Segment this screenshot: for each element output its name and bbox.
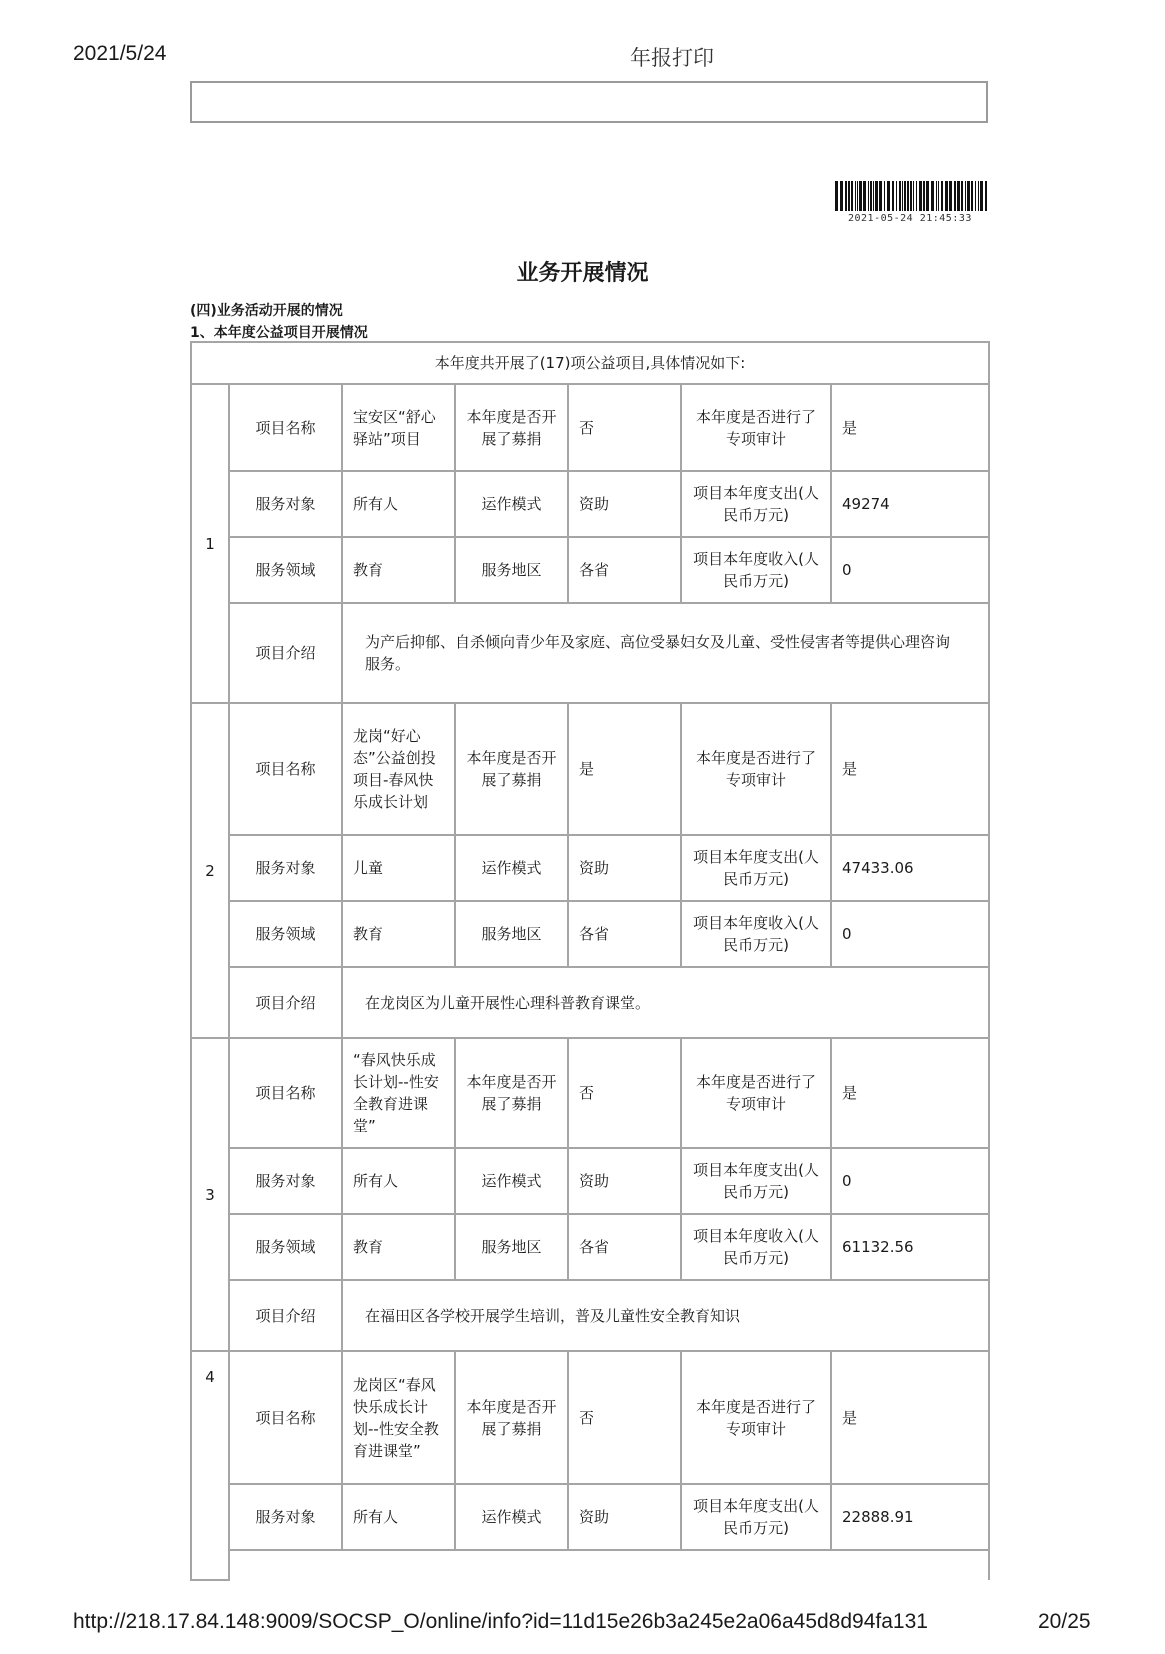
barcode bbox=[835, 181, 988, 211]
barcode-bar bbox=[868, 181, 869, 211]
barcode-bar bbox=[845, 181, 847, 211]
label-audit: 本年度是否进行了专项审计 bbox=[681, 1351, 831, 1484]
project-name: “春风快乐成长计划--性安全教育进课堂” bbox=[342, 1038, 455, 1148]
label-name: 项目名称 bbox=[229, 1038, 342, 1148]
footer-url: http://218.17.84.148:9009/SOCSP_O/online/info?id=11d15e26b3a245e2a06a45d8d94fa131 bbox=[73, 1610, 928, 1633]
barcode-timestamp: 2021-05-24 21:45:33 bbox=[848, 213, 972, 224]
project-target: 儿童 bbox=[342, 835, 455, 901]
project-target: 所有人 bbox=[342, 471, 455, 537]
project-audit: 是 bbox=[831, 1351, 989, 1484]
barcode-bar bbox=[857, 181, 858, 211]
barcode-bar bbox=[957, 181, 960, 211]
barcode-bar bbox=[941, 181, 943, 211]
barcode-bar bbox=[931, 181, 934, 211]
label-fundraising: 本年度是否开展了募捐 bbox=[455, 1351, 568, 1484]
barcode-bar bbox=[945, 181, 948, 211]
project-index: 1 bbox=[191, 384, 229, 703]
table-row bbox=[191, 1038, 989, 1148]
print-title: 年报打印 bbox=[630, 46, 714, 70]
project-index: 2 bbox=[191, 703, 229, 1038]
barcode-bar bbox=[879, 181, 882, 211]
table-row bbox=[191, 835, 989, 901]
project-field: 教育 bbox=[342, 901, 455, 967]
label-fundraising: 本年度是否开展了募捐 bbox=[455, 384, 568, 471]
print-date: 2021/5/24 bbox=[73, 42, 167, 65]
label-name: 项目名称 bbox=[229, 703, 342, 835]
barcode-bar bbox=[863, 181, 866, 211]
barcode-bar bbox=[907, 181, 909, 211]
project-region: 各省 bbox=[568, 537, 681, 603]
label-income: 项目本年度收入(人民币万元) bbox=[681, 901, 831, 967]
barcode-bar bbox=[835, 181, 838, 211]
project-expense: 0 bbox=[831, 1148, 989, 1214]
table-row bbox=[191, 967, 989, 1038]
barcode-bar bbox=[938, 181, 939, 211]
project-fundraising: 是 bbox=[568, 703, 681, 835]
barcode-bar bbox=[936, 181, 937, 211]
project-name: 龙岗区“春风快乐成长计划--性安全教育进课堂” bbox=[342, 1351, 455, 1484]
barcode-bar bbox=[975, 181, 976, 211]
table-row bbox=[191, 471, 989, 537]
cut-row-cell bbox=[229, 1550, 989, 1580]
label-intro: 项目介绍 bbox=[229, 603, 342, 703]
label-fundraising: 本年度是否开展了募捐 bbox=[455, 1038, 568, 1148]
barcode-bar bbox=[919, 181, 922, 211]
barcode-bar bbox=[892, 181, 894, 211]
barcode-bar bbox=[870, 181, 872, 211]
barcode-bar bbox=[902, 181, 903, 211]
barcode-bar bbox=[855, 181, 856, 211]
project-region: 各省 bbox=[568, 1214, 681, 1280]
project-mode: 资助 bbox=[568, 835, 681, 901]
project-fundraising: 否 bbox=[568, 1038, 681, 1148]
barcode-bar bbox=[875, 181, 878, 211]
barcode-bar bbox=[887, 181, 890, 211]
project-income: 0 bbox=[831, 537, 989, 603]
barcode-bar bbox=[980, 181, 983, 211]
table-row bbox=[191, 703, 989, 835]
empty-header-box bbox=[190, 81, 988, 123]
barcode-bar bbox=[899, 181, 901, 211]
barcode-bar bbox=[967, 181, 970, 211]
label-target: 服务对象 bbox=[229, 835, 342, 901]
label-region: 服务地区 bbox=[455, 901, 568, 967]
project-income: 0 bbox=[831, 901, 989, 967]
label-audit: 本年度是否进行了专项审计 bbox=[681, 1038, 831, 1148]
project-intro: 在福田区各学校开展学生培训，普及儿童性安全教育知识 bbox=[342, 1280, 989, 1351]
barcode-bar bbox=[971, 181, 973, 211]
label-mode: 运作模式 bbox=[455, 1148, 568, 1214]
project-index: 4 bbox=[191, 1351, 229, 1580]
table-summary: 本年度共开展了(17)项公益项目,具体情况如下: bbox=[191, 342, 989, 384]
table-row bbox=[191, 1280, 989, 1351]
project-mode: 资助 bbox=[568, 1148, 681, 1214]
footer-page-number: 20/25 bbox=[1038, 1610, 1091, 1633]
project-field: 教育 bbox=[342, 1214, 455, 1280]
project-expense: 47433.06 bbox=[831, 835, 989, 901]
barcode-bar bbox=[923, 181, 925, 211]
table-row bbox=[191, 1484, 989, 1550]
label-income: 项目本年度收入(人民币万元) bbox=[681, 1214, 831, 1280]
subsection-title: 1、本年度公益项目开展情况 bbox=[190, 325, 368, 341]
table-row bbox=[191, 603, 989, 703]
barcode-bar bbox=[896, 181, 897, 211]
project-audit: 是 bbox=[831, 384, 989, 471]
label-audit: 本年度是否进行了专项审计 bbox=[681, 703, 831, 835]
label-mode: 运作模式 bbox=[455, 835, 568, 901]
table-row bbox=[191, 1148, 989, 1214]
barcode-bar bbox=[859, 181, 862, 211]
barcode-bar bbox=[848, 181, 850, 211]
project-fundraising: 否 bbox=[568, 1351, 681, 1484]
label-intro: 项目介绍 bbox=[229, 1280, 342, 1351]
label-target: 服务对象 bbox=[229, 1484, 342, 1550]
label-fundraising: 本年度是否开展了募捐 bbox=[455, 703, 568, 835]
label-intro: 项目介绍 bbox=[229, 967, 342, 1038]
project-target: 所有人 bbox=[342, 1484, 455, 1550]
project-target: 所有人 bbox=[342, 1148, 455, 1214]
project-region: 各省 bbox=[568, 901, 681, 967]
label-region: 服务地区 bbox=[455, 1214, 568, 1280]
label-region: 服务地区 bbox=[455, 537, 568, 603]
project-income: 61132.56 bbox=[831, 1214, 989, 1280]
section-title: 业务开展情况 bbox=[516, 261, 649, 286]
barcode-bar bbox=[949, 181, 952, 211]
project-mode: 资助 bbox=[568, 471, 681, 537]
label-mode: 运作模式 bbox=[455, 471, 568, 537]
table-row-cut bbox=[191, 1550, 989, 1580]
barcode-bar bbox=[961, 181, 963, 211]
label-field: 服务领域 bbox=[229, 901, 342, 967]
barcode-bar bbox=[884, 181, 885, 211]
barcode-bar bbox=[916, 181, 917, 211]
project-name: 宝安区“舒心驿站”项目 bbox=[342, 384, 455, 471]
project-expense: 49274 bbox=[831, 471, 989, 537]
project-mode: 资助 bbox=[568, 1484, 681, 1550]
label-audit: 本年度是否进行了专项审计 bbox=[681, 384, 831, 471]
project-name: 龙岗“好心态”公益创投项目-春风快乐成长计划 bbox=[342, 703, 455, 835]
section-subtitle: (四)业务活动开展的情况 bbox=[190, 303, 343, 319]
label-field: 服务领域 bbox=[229, 537, 342, 603]
label-field: 服务领域 bbox=[229, 1214, 342, 1280]
project-audit: 是 bbox=[831, 703, 989, 835]
barcode-bar bbox=[840, 181, 843, 211]
project-intro: 在龙岗区为儿童开展性心理科普教育课堂。 bbox=[342, 967, 989, 1038]
label-name: 项目名称 bbox=[229, 1351, 342, 1484]
label-expense: 项目本年度支出(人民币万元) bbox=[681, 835, 831, 901]
label-mode: 运作模式 bbox=[455, 1484, 568, 1550]
label-target: 服务对象 bbox=[229, 471, 342, 537]
table-row bbox=[191, 384, 989, 471]
project-expense: 22888.91 bbox=[831, 1484, 989, 1550]
table-row bbox=[191, 537, 989, 603]
label-income: 项目本年度收入(人民币万元) bbox=[681, 537, 831, 603]
barcode-bar bbox=[985, 181, 987, 211]
label-expense: 项目本年度支出(人民币万元) bbox=[681, 471, 831, 537]
projects-table bbox=[190, 341, 988, 1579]
barcode-bar bbox=[913, 181, 914, 211]
barcode-bar bbox=[954, 181, 956, 211]
barcode-bar bbox=[926, 181, 929, 211]
table-row bbox=[191, 1351, 989, 1484]
project-audit: 是 bbox=[831, 1038, 989, 1148]
barcode-bar bbox=[851, 181, 853, 211]
table-row bbox=[191, 1214, 989, 1280]
label-target: 服务对象 bbox=[229, 1148, 342, 1214]
project-index: 3 bbox=[191, 1038, 229, 1351]
barcode-bar bbox=[910, 181, 912, 211]
barcode-bar bbox=[904, 181, 906, 211]
project-field: 教育 bbox=[342, 537, 455, 603]
project-intro: 为产后抑郁、自杀倾向青少年及家庭、高位受暴妇女及儿童、受性侵害者等提供心理咨询服务。 bbox=[342, 603, 989, 703]
label-expense: 项目本年度支出(人民币万元) bbox=[681, 1484, 831, 1550]
label-expense: 项目本年度支出(人民币万元) bbox=[681, 1148, 831, 1214]
project-fundraising: 否 bbox=[568, 384, 681, 471]
table-row bbox=[191, 901, 989, 967]
barcode-bar bbox=[978, 181, 979, 211]
barcode-bar bbox=[965, 181, 966, 211]
label-name: 项目名称 bbox=[229, 384, 342, 471]
barcode-bar bbox=[873, 181, 874, 211]
